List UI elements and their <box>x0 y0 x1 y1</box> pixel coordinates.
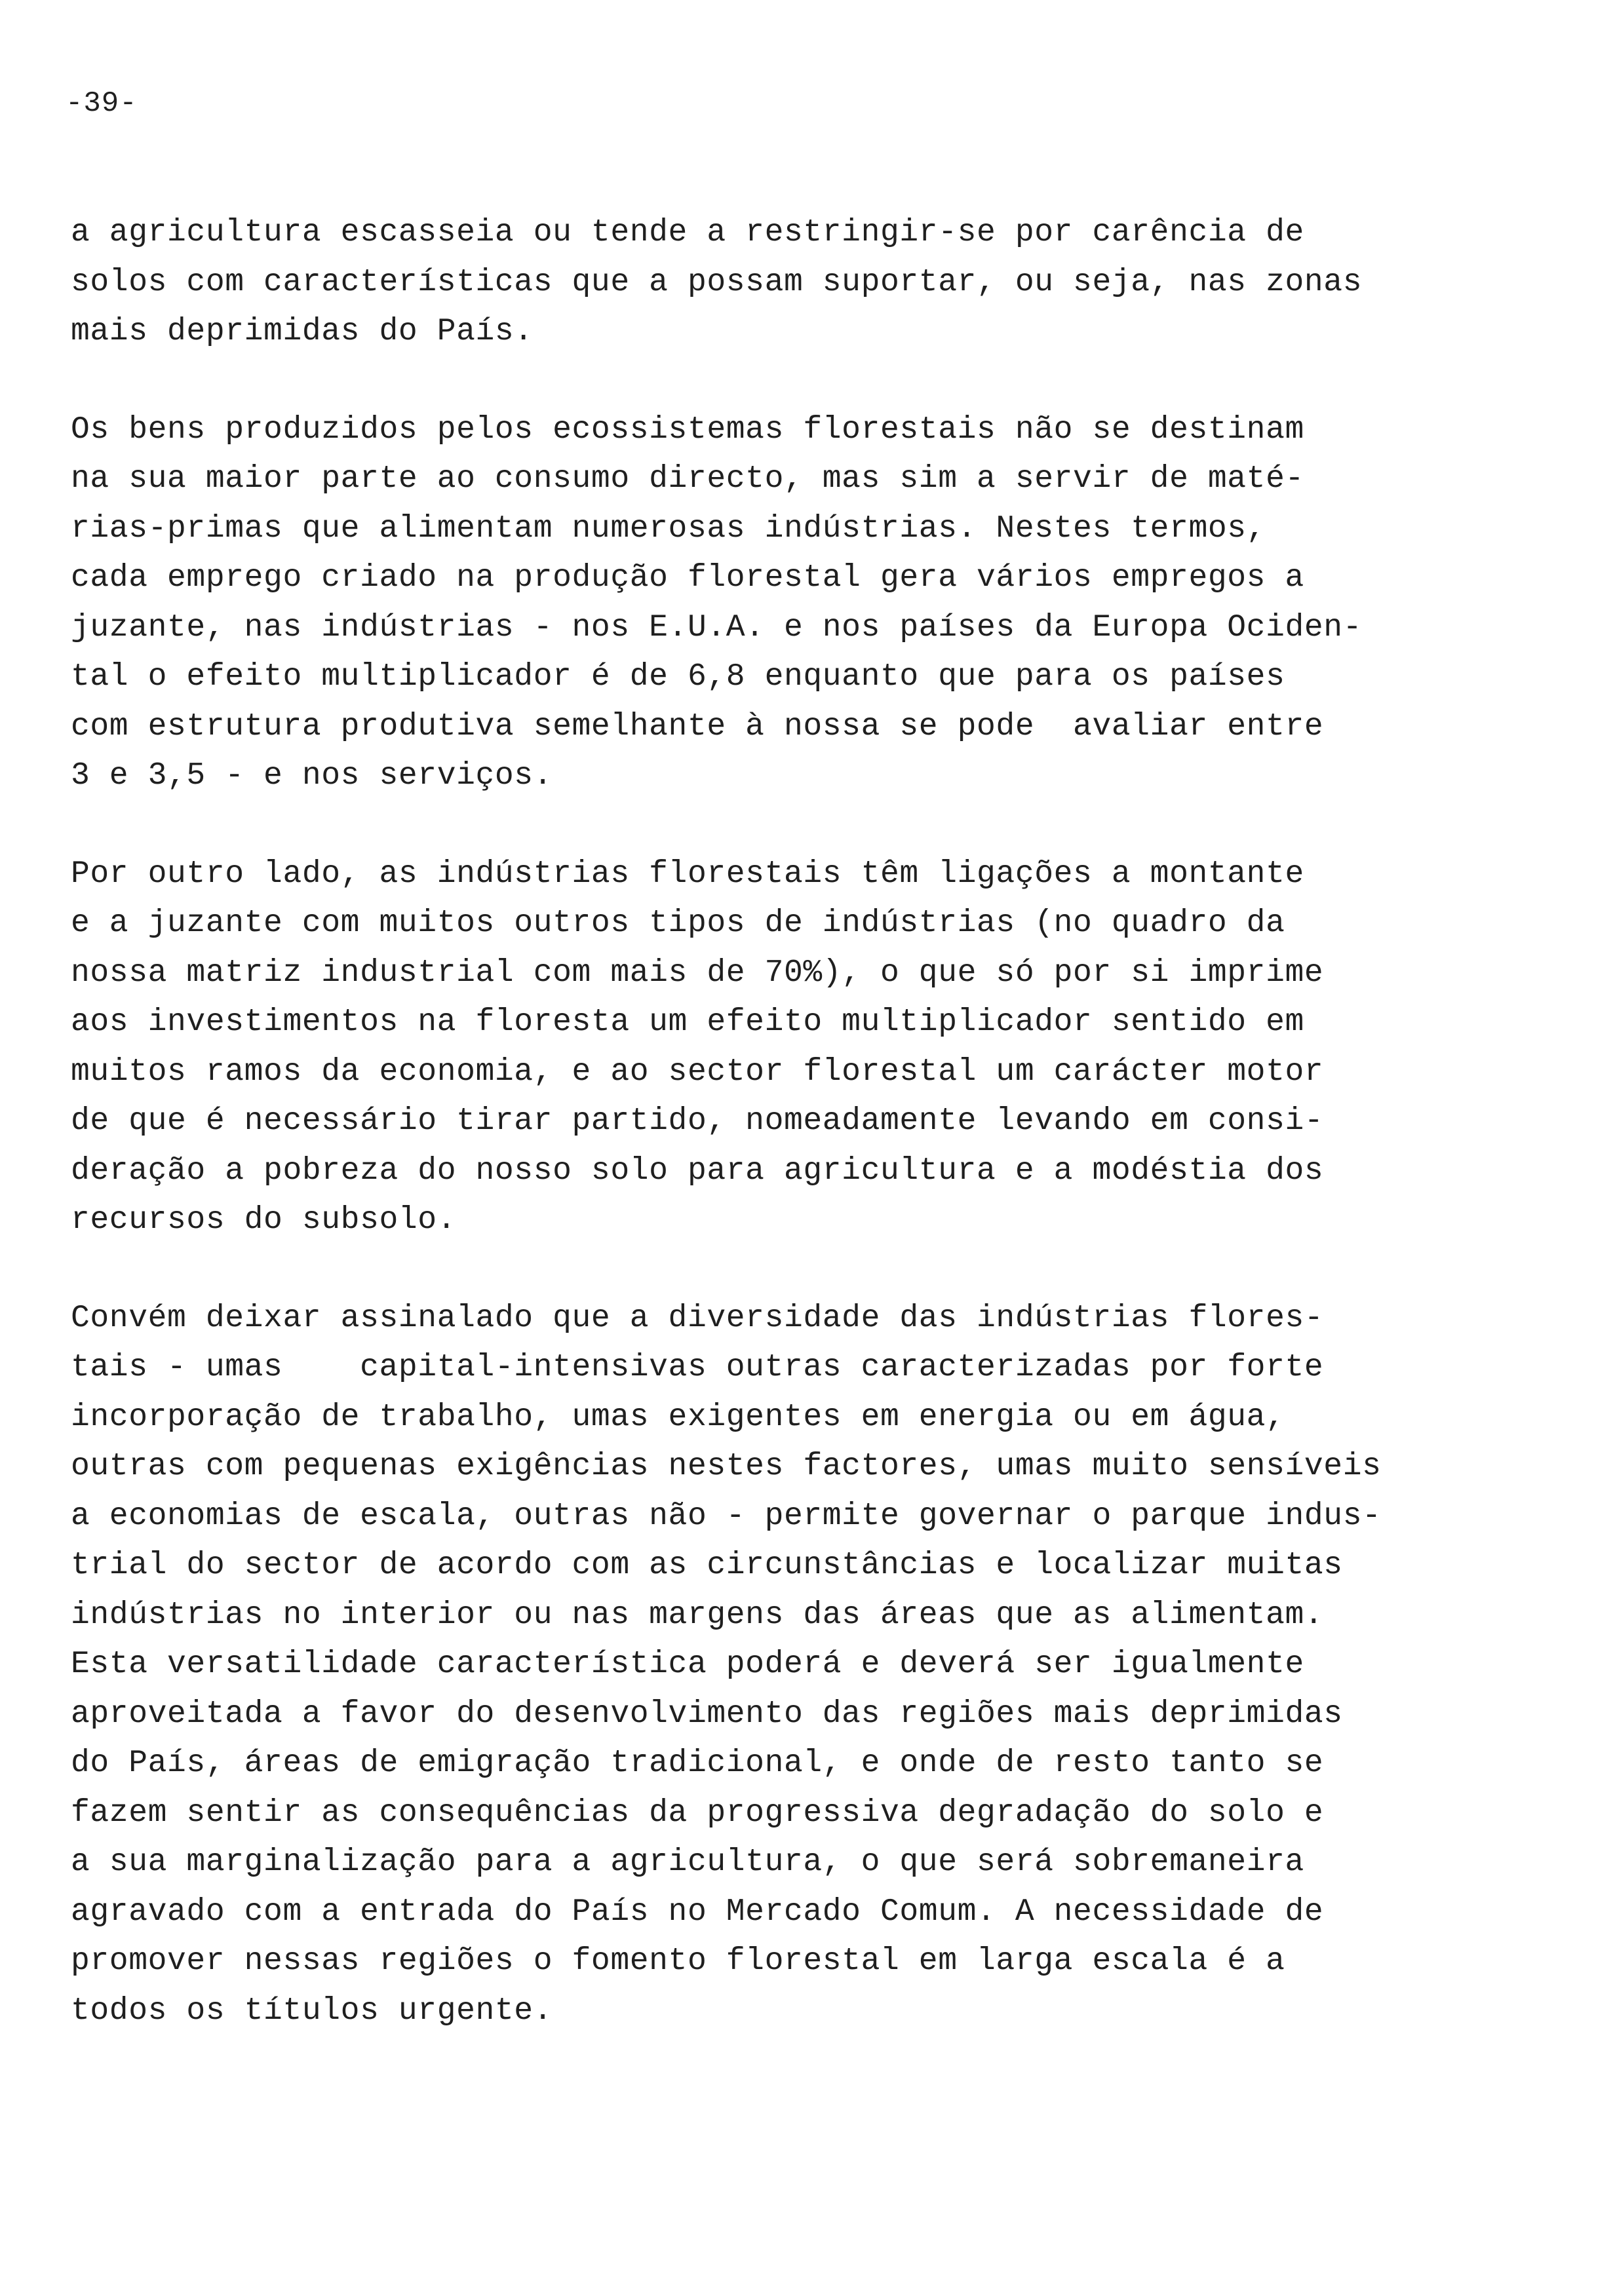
text-line: outras com pequenas exigências nestes factores, umas muito sensíveis <box>71 1449 1382 1484</box>
text-line: aos investimentos na floresta um efeito multiplicador sentido em <box>71 1004 1304 1040</box>
text-line: Por outro lado, as indústrias florestais têm ligações a montante <box>71 856 1304 892</box>
text-line: tal o efeito multiplicador é de 6,8 enquanto que para os países <box>71 659 1285 695</box>
text-line: nossa matriz industrial com mais de 70%), o que só por si imprime <box>71 955 1324 991</box>
text-line: juzante, nas indústrias - nos E.U.A. e nos países da Europa Ociden- <box>71 609 1363 645</box>
text-line: solos com características que a possam suportar, ou seja, nas zonas <box>71 264 1363 300</box>
text-line: deração a pobreza do nosso solo para agricultura e a modéstia dos <box>71 1153 1324 1189</box>
text-line: agravado com a entrada do País no Mercado Comum. A necessidade de <box>71 1894 1324 1930</box>
text-line: promover nessas regiões o fomento florestal em larga escala é a <box>71 1943 1285 1979</box>
text-line: de que é necessário tirar partido, nomeadamente levando em consi- <box>71 1103 1324 1139</box>
text-line: mais deprimidas do País. <box>71 314 534 349</box>
text-line: Os bens produzidos pelos ecossistemas florestais não se destinam <box>71 411 1304 448</box>
text-line: muitos ramos da economia, e ao sector florestal um carácter motor <box>71 1054 1324 1090</box>
text-line: recursos do subsolo. <box>71 1202 457 1238</box>
page-number: -39- <box>66 87 138 120</box>
text-line: trial do sector de acordo com as circunstâncias e localizar muitas <box>71 1548 1343 1583</box>
text-line: a sua marginalização para a agricultura, o que será sobremaneira <box>71 1845 1304 1880</box>
text-line: do País, áreas de emigração tradicional, e onde de resto tanto se <box>71 1746 1324 1781</box>
text-line: cada emprego criado na produção florestal gera vários empregos a <box>71 560 1304 596</box>
text-line: incorporação de trabalho, umas exigentes em energia ou em água, <box>71 1399 1285 1435</box>
text-line: com estrutura produtiva semelhante à nossa se pode avaliar entre <box>71 708 1324 744</box>
text-line: tais - umas capital-intensivas outras caracterizadas por forte <box>71 1350 1324 1385</box>
text-line: Esta versatilidade característica poderá e deverá ser igualmente <box>71 1647 1304 1682</box>
text-line: e a juzante com muitos outros tipos de indústrias (no quadro da <box>71 906 1285 941</box>
text-line: fazem sentir as consequências da progressiva degradação do solo e <box>71 1795 1324 1831</box>
paragraph <box>71 406 1467 801</box>
paragraph <box>71 208 1467 357</box>
text-line: Convém deixar assinalado que a diversidade das indústrias flores- <box>71 1300 1324 1336</box>
body-text <box>71 208 1467 2084</box>
text-line: todos os títulos urgente. <box>71 1993 553 2029</box>
text-line: aproveitada a favor do desenvolvimento das regiões mais deprimidas <box>71 1696 1343 1732</box>
text-line: na sua maior parte ao consumo directo, mas sim a servir de maté- <box>71 461 1304 497</box>
text-line: a economias de escala, outras não - permite governar o parque indus- <box>71 1498 1382 1534</box>
paragraph <box>71 850 1467 1246</box>
text-line: 3 e 3,5 - e nos serviços. <box>71 758 553 794</box>
text-line: rias-primas que alimentam numerosas indústrias. Nestes termos, <box>71 510 1266 546</box>
text-line: a agricultura escasseia ou tende a restringir-se por carência de <box>71 215 1304 250</box>
paragraph <box>71 1294 1467 2037</box>
text-line: indústrias no interior ou nas margens das áreas que as alimentam. <box>71 1597 1324 1633</box>
